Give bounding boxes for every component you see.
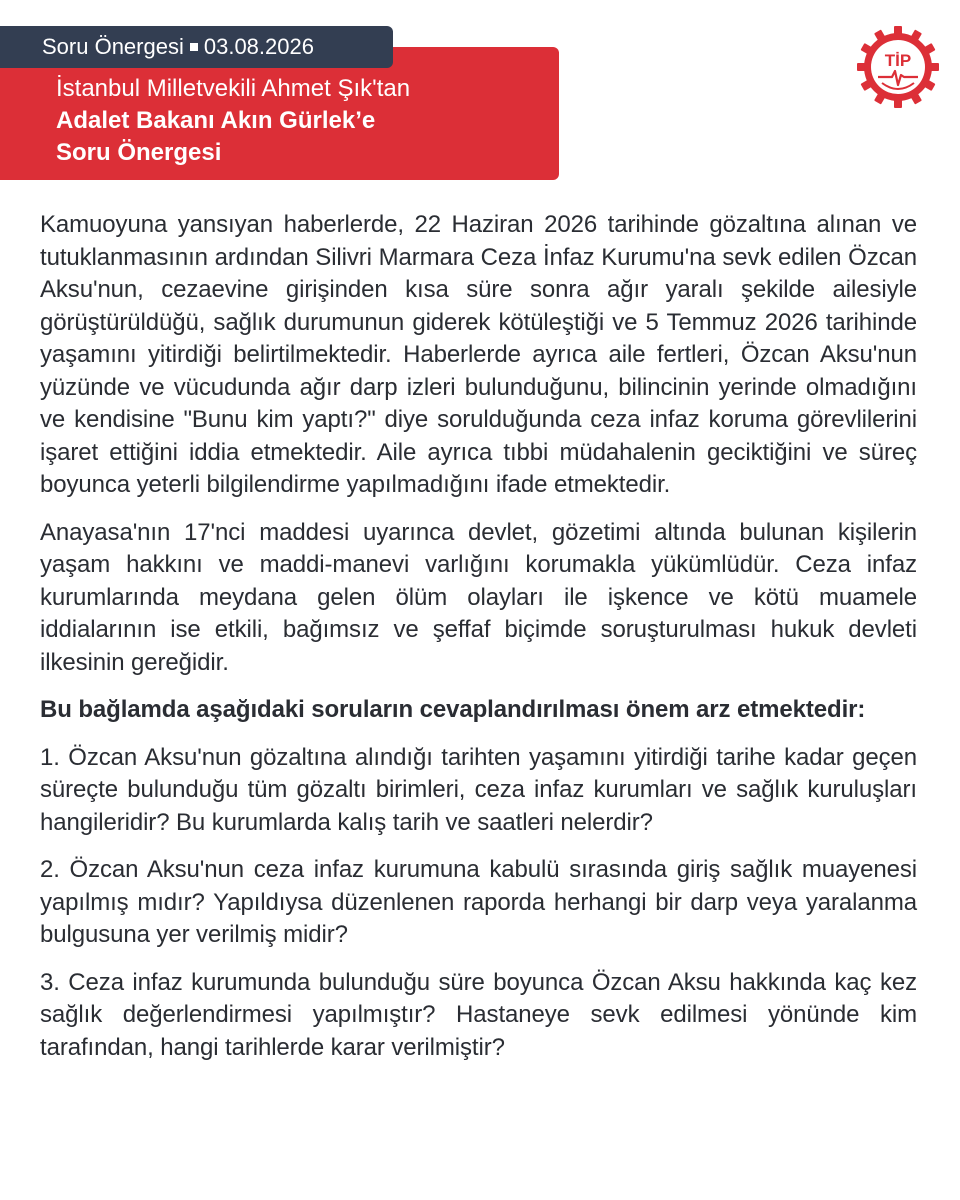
question-1: 1. Özcan Aksu'nun gözaltına alındığı tarihten yaşamını yitirdiği tarihe kadar geçen süreçte bulunduğu tüm gözaltı birimleri, ceza infaz kurumları ve sağlık kuruluşları hangileridir? Bu kurumlarda kalış tarih ve saatleri nelerdir? <box>40 743 917 836</box>
tag-date: 03.08.2026 <box>203 34 314 59</box>
paragraph-questions-intro: Bu bağlamda aşağıdaki soruların cevaplandırılması önem arz etmektedir: <box>40 696 866 723</box>
paragraph-intro: Kamuoyuna yansıyan haberlerde, 22 Haziran 2026 tarihinde gözaltına alınan ve tutuklanmasının ardından Silivri Marmara Ceza İnfaz Kurumu'na sevk edilen Özcan Aksu'nun, cezaevine girişinden kısa süre sonra ağır yaralı şekilde ailesiyle görüştürüldüğü, sağlık durumunun giderek kötüleştiği ve 5 Temmuz 2026 tarihinde yaşamını yitirdiği belirtilmektedir. Haberlerde ayrıca aile fertleri, Özcan Aksu'nun yüzünde ve vücudunda ağır darp izleri bulunduğunu, bilincinin yerinde olmadığını ve kendisine "Bunu kim yaptı?" diye sorulduğunda ceza infaz koruma görevlilerini işaret ettiğini iddia etmektedir. Aile ayrıca tıbbi müdahalenin geciktiğini ve süreç boyunca yeterli bilgilendirme yapılmadığını ifade etmektedir. <box>40 211 917 498</box>
question-2: 2. Özcan Aksu'nun ceza infaz kurumuna kabulü sırasında giriş sağlık muayenesi yapılmış mıdır? Yapıldıysa düzenlenen raporda herhangi bir darp veya yaralanma bulgusuna yer verilmiş midir? <box>40 856 917 948</box>
title-line-2: Adalet Bakanı Akın Gürlek’e <box>56 107 376 134</box>
title-line-1: İstanbul Milletvekili Ahmet Şık'tan <box>56 75 411 102</box>
tip-party-logo-icon <box>856 25 940 109</box>
document-body <box>40 209 917 1079</box>
title-line-3: Soru Önergesi <box>56 139 222 166</box>
separator-square-icon <box>190 43 198 51</box>
paragraph-legal: Anayasa'nın 17'nci maddesi uyarınca devlet, gözetimi altında bulunan kişilerin yaşam hakkını ve maddi-manevi varlığını korumakla yükümlüdür. Ceza infaz kurumlarında meydana gelen ölüm olayları ile işkence ve kötü muamele iddialarının ise etkili, bağımsız ve şeffaf biçimde soruşturulması hukuk devleti ilkesinin gereğidir. <box>40 518 917 676</box>
question-3: 3. Ceza infaz kurumunda bulunduğu süre boyunca Özcan Aksu hakkında kaç kez sağlık değerlendirmesi yapılmıştır? Hastaneye sevk edilmesi yönünde kim tarafından, hangi tarihlerde karar verilmiştir? <box>40 968 917 1061</box>
tag-label: Soru Önergesi <box>42 34 184 59</box>
logo-text: TİP <box>884 51 912 70</box>
header-tag <box>0 26 393 68</box>
